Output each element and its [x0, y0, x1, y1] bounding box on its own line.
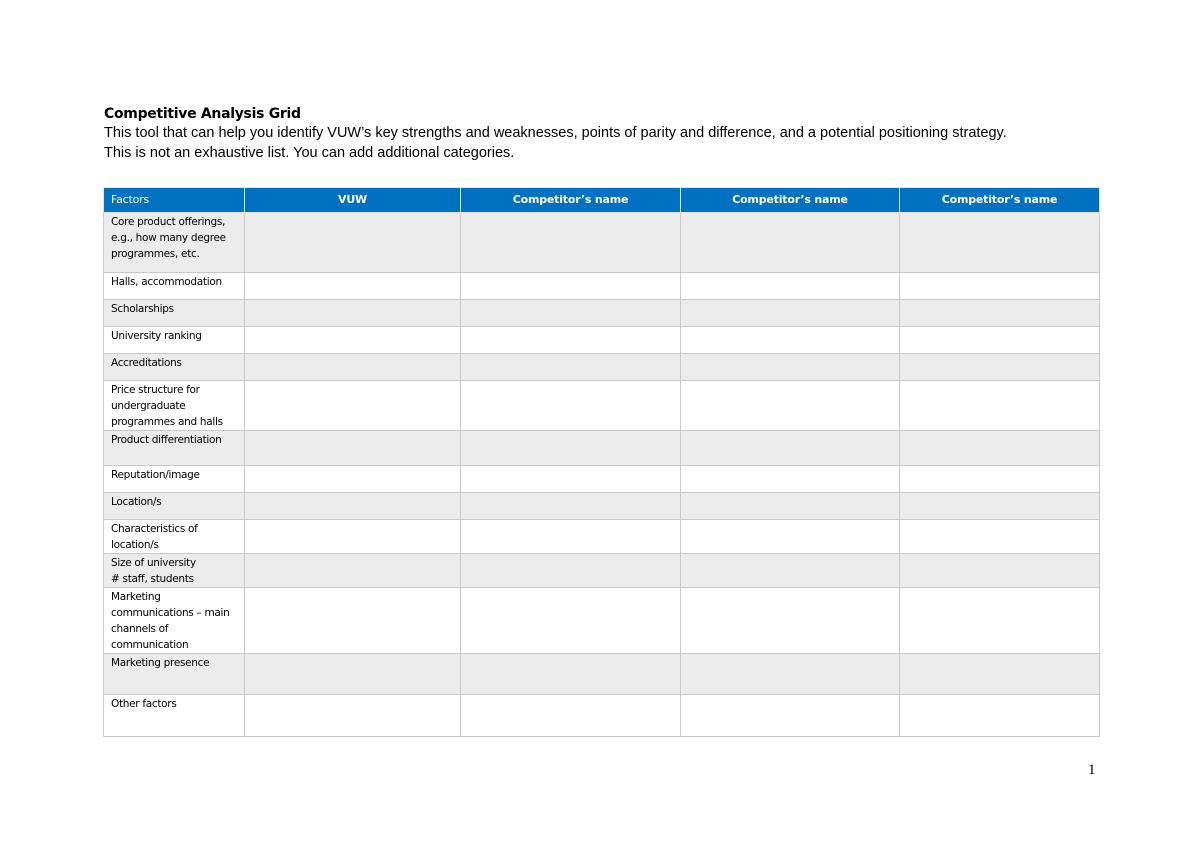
factor-line: Accreditations: [111, 357, 182, 369]
competitor-cell[interactable]: [461, 327, 681, 354]
competitor-cell[interactable]: [900, 654, 1100, 695]
competitor-cell[interactable]: [461, 654, 681, 695]
vuw-cell[interactable]: [245, 213, 461, 273]
competitor-cell[interactable]: [681, 466, 900, 493]
competitor-cell[interactable]: [681, 654, 900, 695]
competitor-cell[interactable]: [900, 695, 1100, 737]
factor-cell: [104, 381, 245, 431]
competitor-cell[interactable]: [900, 466, 1100, 493]
competitor-cell[interactable]: [681, 554, 900, 588]
competitor-cell[interactable]: [681, 213, 900, 273]
table-row: [104, 654, 1100, 695]
factor-line: programmes and halls: [111, 416, 223, 428]
vuw-cell[interactable]: [245, 431, 461, 466]
factor-cell: [104, 354, 245, 381]
factor-cell: [104, 588, 245, 654]
competitor-cell[interactable]: [900, 327, 1100, 354]
document-title: Competitive Analysis Grid: [104, 106, 301, 122]
header-vuw: VUW: [245, 188, 461, 213]
competitor-cell[interactable]: [461, 273, 681, 300]
factor-cell: [104, 327, 245, 354]
table-row: [104, 520, 1100, 554]
vuw-cell[interactable]: [245, 466, 461, 493]
competitor-cell[interactable]: [461, 493, 681, 520]
description-line-1: This tool that can help you identify VUW’s key strengths and weaknesses, points of parity and difference, and a potential positioning strategy.: [104, 125, 1007, 141]
factor-line: Price structure for: [111, 384, 200, 396]
competitor-cell[interactable]: [681, 354, 900, 381]
factor-cell: [104, 213, 245, 273]
table-row: [104, 554, 1100, 588]
factor-line: Marketing: [111, 591, 161, 603]
vuw-cell[interactable]: [245, 493, 461, 520]
factor-line: Halls, accommodation: [111, 276, 222, 288]
table-row: [104, 273, 1100, 300]
competitor-cell[interactable]: [900, 554, 1100, 588]
competitor-cell[interactable]: [681, 588, 900, 654]
table-row: [104, 431, 1100, 466]
vuw-cell[interactable]: [245, 588, 461, 654]
competitor-cell[interactable]: [900, 273, 1100, 300]
factor-line: Other factors: [111, 698, 177, 710]
factor-line: Reputation/image: [111, 469, 200, 481]
competitor-cell[interactable]: [900, 588, 1100, 654]
vuw-cell[interactable]: [245, 273, 461, 300]
vuw-cell[interactable]: [245, 327, 461, 354]
factor-line: communications – main: [111, 607, 230, 619]
table-row: [104, 213, 1100, 273]
competitor-cell[interactable]: [900, 213, 1100, 273]
header-competitor-2: Competitor’s name: [681, 188, 900, 213]
competitor-cell[interactable]: [900, 493, 1100, 520]
page-number: 1: [1088, 762, 1096, 778]
factor-line: e.g., how many degree: [111, 232, 226, 244]
factor-cell: [104, 431, 245, 466]
factor-cell: [104, 654, 245, 695]
factor-cell: [104, 520, 245, 554]
competitor-cell[interactable]: [461, 588, 681, 654]
factor-cell: [104, 554, 245, 588]
factor-cell: [104, 466, 245, 493]
competitor-cell[interactable]: [900, 431, 1100, 466]
factor-line: undergraduate: [111, 400, 186, 412]
competitor-cell[interactable]: [681, 431, 900, 466]
factor-line: # staff, students: [111, 573, 194, 585]
competitor-cell[interactable]: [461, 520, 681, 554]
header-factors: Factors: [104, 188, 245, 213]
table-body: [104, 213, 1100, 737]
competitor-cell[interactable]: [461, 554, 681, 588]
vuw-cell[interactable]: [245, 381, 461, 431]
factor-line: channels of: [111, 623, 169, 635]
competitor-cell[interactable]: [461, 695, 681, 737]
vuw-cell[interactable]: [245, 520, 461, 554]
competitor-cell[interactable]: [681, 381, 900, 431]
table-row: [104, 466, 1100, 493]
factor-line: University ranking: [111, 330, 202, 342]
competitor-cell[interactable]: [900, 381, 1100, 431]
factor-cell: [104, 493, 245, 520]
vuw-cell[interactable]: [245, 354, 461, 381]
competitor-cell[interactable]: [900, 520, 1100, 554]
factor-line: Product differentiation: [111, 434, 222, 446]
factor-line: Core product offerings,: [111, 216, 226, 228]
factor-line: Marketing presence: [111, 657, 210, 669]
table-row: [104, 354, 1100, 381]
competitor-cell[interactable]: [681, 520, 900, 554]
competitor-cell[interactable]: [461, 466, 681, 493]
competitor-cell[interactable]: [681, 300, 900, 327]
competitor-cell[interactable]: [681, 327, 900, 354]
table-row: [104, 493, 1100, 520]
competitor-cell[interactable]: [461, 300, 681, 327]
factor-cell: [104, 300, 245, 327]
description-line-2: This is not an exhaustive list. You can add additional categories.: [104, 144, 515, 161]
factor-line: location/s: [111, 539, 159, 551]
competitor-cell[interactable]: [900, 300, 1100, 327]
document-heading: [104, 104, 1104, 163]
competitor-cell[interactable]: [900, 354, 1100, 381]
competitor-cell[interactable]: [461, 381, 681, 431]
competitive-analysis-table: [103, 187, 1100, 737]
vuw-cell[interactable]: [245, 695, 461, 737]
competitor-cell[interactable]: [461, 213, 681, 273]
table-row: [104, 381, 1100, 431]
factor-line: Scholarships: [111, 303, 174, 315]
competitor-cell[interactable]: [681, 695, 900, 737]
vuw-cell[interactable]: [245, 654, 461, 695]
factor-line: Characteristics of: [111, 523, 198, 535]
factor-line: Size of university: [111, 557, 196, 569]
factor-line: programmes, etc.: [111, 248, 200, 260]
factor-cell: [104, 273, 245, 300]
table-row: [104, 695, 1100, 737]
factor-cell: [104, 695, 245, 737]
header-competitor-3: Competitor’s name: [900, 188, 1100, 213]
competitor-cell[interactable]: [681, 273, 900, 300]
table-header-row: [104, 188, 1100, 213]
factor-line: communication: [111, 639, 189, 651]
factor-line: Location/s: [111, 496, 162, 508]
table-row: [104, 300, 1100, 327]
table-row: [104, 327, 1100, 354]
table-row: [104, 588, 1100, 654]
competitor-cell[interactable]: [681, 493, 900, 520]
header-competitor-1: Competitor’s name: [461, 188, 681, 213]
vuw-cell[interactable]: [245, 554, 461, 588]
competitor-cell[interactable]: [461, 354, 681, 381]
competitor-cell[interactable]: [461, 431, 681, 466]
vuw-cell[interactable]: [245, 300, 461, 327]
